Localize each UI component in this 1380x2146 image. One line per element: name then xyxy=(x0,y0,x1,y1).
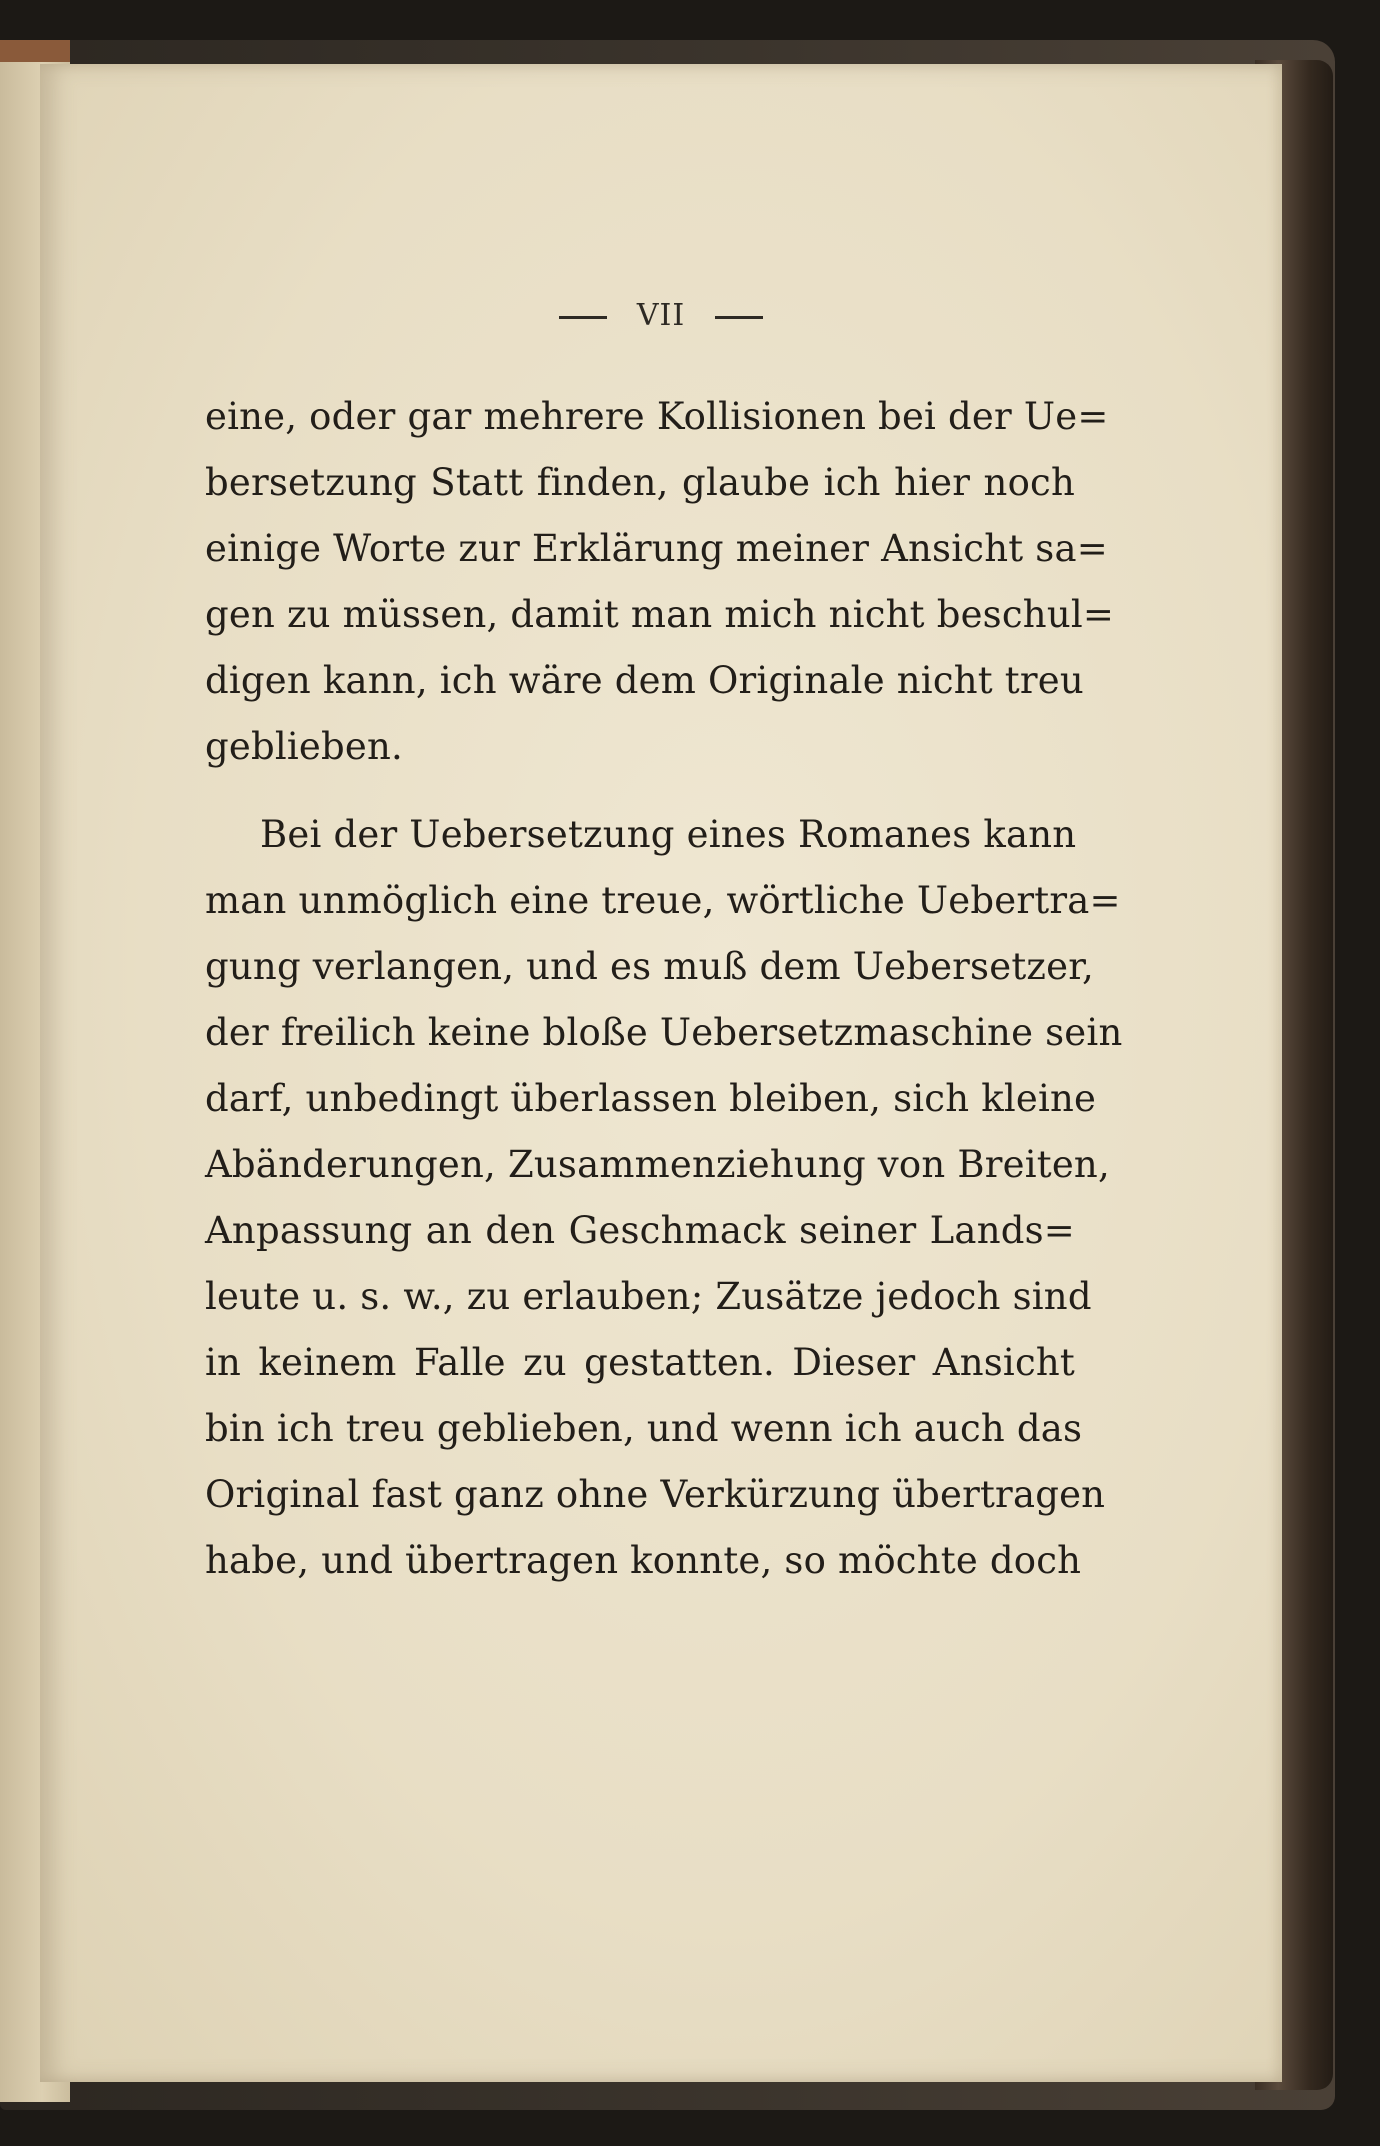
body-text xyxy=(205,384,1123,1594)
page-number: VII xyxy=(636,298,686,333)
text-line: darf, unbedingt überlassen bleiben, sich kleine xyxy=(205,1077,1097,1120)
page-header xyxy=(40,298,1282,333)
text-line: digen kann, ich wäre dem Originale nicht treu xyxy=(205,659,1084,702)
text-line: leute u. s. w., zu erlauben; Zusätze jedoch sind xyxy=(205,1275,1092,1318)
text-line: bersetzung Statt finden, glaube ich hier noch xyxy=(205,461,1075,504)
text-line: Bei der Uebersetzung eines Romanes kann xyxy=(260,813,1077,856)
text-line: geblieben. xyxy=(205,725,404,768)
text-line: einige Worte zur Erklärung meiner Ansicht sa= xyxy=(205,527,1108,570)
text-line: gen zu müssen, damit man mich nicht beschul= xyxy=(205,593,1115,636)
text-line: in keinem Falle zu gestatten. Dieser Ansicht xyxy=(205,1341,1075,1384)
text-line: bin ich treu geblieben, und wenn ich auch das xyxy=(205,1407,1083,1450)
text-line: Abänderungen, Zusammenziehung von Breiten, xyxy=(205,1143,1110,1186)
text-line: gung verlangen, und es muß dem Uebersetzer, xyxy=(205,945,1094,988)
header-dash-right xyxy=(715,316,763,319)
book-page xyxy=(40,64,1282,2082)
text-line: Original fast ganz ohne Verkürzung übertragen xyxy=(205,1473,1106,1516)
text-line: der freilich keine bloße Uebersetzmaschine sein xyxy=(205,1011,1123,1054)
text-line: Anpassung an den Geschmack seiner Lands= xyxy=(205,1209,1075,1252)
text-line: habe, und übertragen konnte, so möchte doch xyxy=(205,1539,1082,1582)
text-line: man unmöglich eine treue, wörtliche Uebertra= xyxy=(205,879,1121,922)
paragraph-gap xyxy=(205,780,1075,802)
text-line: eine, oder gar mehrere Kollisionen bei der Ue= xyxy=(205,395,1109,438)
header-dash-left xyxy=(559,316,607,319)
